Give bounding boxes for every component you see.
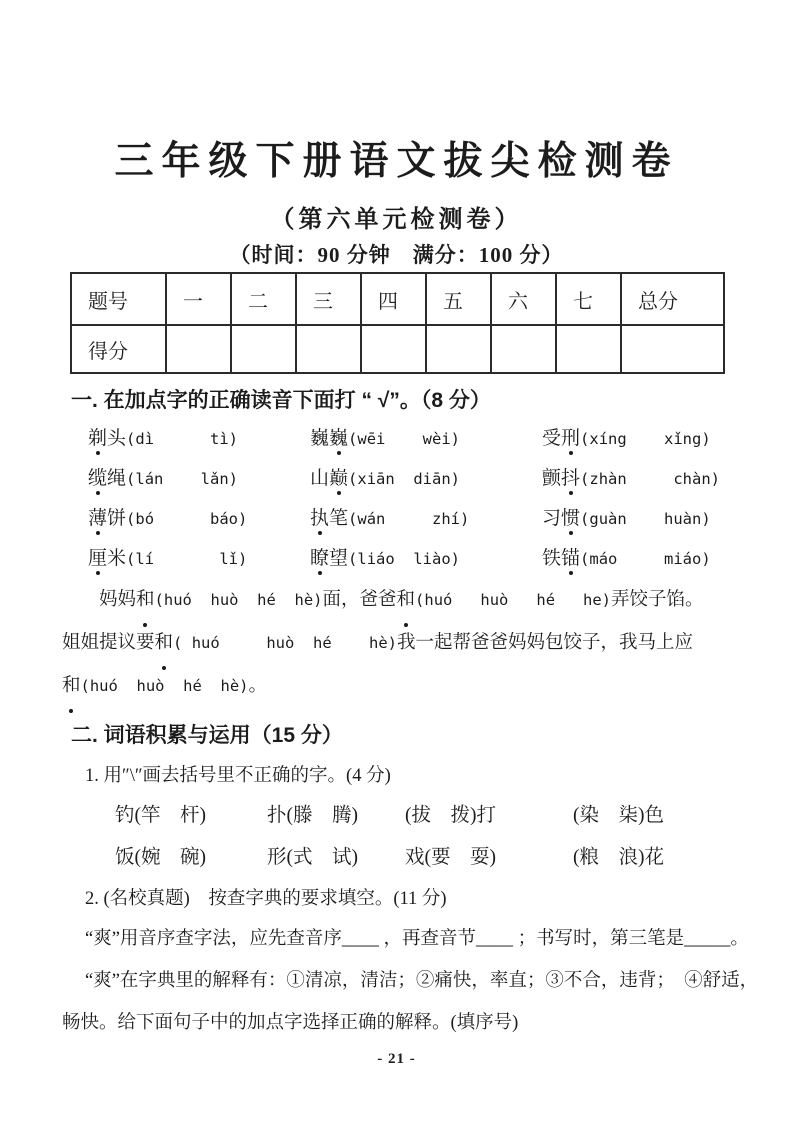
pinyin-options: (bó báo)	[126, 510, 248, 528]
score-table-score-row	[71, 325, 724, 373]
dotted-character: 薄	[88, 503, 107, 530]
target-word	[542, 548, 580, 569]
page-subtitle: （第六单元检测卷）	[270, 206, 523, 233]
character: 望	[329, 548, 349, 569]
text-run: 弄饺子馅。	[611, 590, 704, 610]
character: 铁	[542, 548, 562, 569]
choice-grid	[115, 799, 715, 871]
pinyin-item	[542, 423, 736, 450]
choice-item: 扑(滕 腾)	[267, 805, 358, 826]
score-table-header-row	[71, 273, 724, 325]
target-word	[88, 548, 126, 569]
score-table-header-label: 题号	[71, 273, 166, 325]
pinyin-item	[88, 543, 310, 570]
pinyin-options: (dì tì)	[126, 430, 239, 448]
choice-item: 钓(竿 杆)	[115, 805, 206, 826]
section-one-heading: 一. 在加点字的正确读音下面打 “ √”。（8 分）	[71, 389, 491, 412]
dotted-character: 刑	[561, 423, 580, 450]
target-word	[542, 508, 580, 529]
pinyin-options: ( huó huò hé hè)	[173, 634, 397, 652]
pinyin-options: (xíng xǐng)	[580, 430, 711, 448]
score-table-header-cell: 二	[231, 273, 296, 325]
dictionary-instruction-line: 畅快。给下面句子中的加点字选择正确的解释。(填序号)	[62, 1013, 519, 1033]
score-table-header-cell: 四	[361, 273, 426, 325]
dictionary-definitions-line: “爽”在字典里的解释有：①清凉，清洁；②痛快，率直；③不合，违背； ④舒适，	[85, 971, 759, 991]
pinyin-options: (lán lǎn)	[126, 470, 239, 488]
paragraph-line	[62, 622, 742, 665]
choice-item: (染 柒)色	[573, 805, 664, 826]
score-table-score-cell	[296, 325, 361, 373]
score-table-score-cell	[166, 325, 231, 373]
fill-blank-line: “爽”用音序查字法，应先查音序____ ，再查音节____ ；书写时，第三笔是_____。	[85, 929, 749, 949]
exam-time-score-meta: （时间：90 分钟 满分：100 分）	[229, 243, 564, 267]
target-word	[542, 468, 580, 489]
pinyin-item	[310, 543, 542, 570]
pinyin-options: (xiān diān)	[348, 470, 461, 488]
choice-item: (拔 拨)打	[405, 805, 496, 826]
pinyin-item	[88, 503, 310, 530]
score-table	[70, 272, 725, 374]
pinyin-options: (máo miáo)	[580, 550, 711, 568]
target-word	[310, 468, 348, 489]
he-paragraph	[62, 579, 742, 708]
paragraph-line	[62, 665, 742, 708]
target-word	[542, 428, 580, 449]
choice-item: 饭(婉 碗)	[115, 847, 206, 868]
dotted-character: 和	[136, 579, 155, 622]
target-word	[88, 468, 126, 489]
question-2-text: 2. (名校真题) 按查字典的要求填空。(11 分)	[85, 889, 447, 909]
score-table-score-cell	[426, 325, 491, 373]
character: 习	[542, 508, 562, 529]
pinyin-options: (liáo liào)	[348, 550, 461, 568]
dotted-character: 和	[62, 665, 81, 708]
pinyin-options: (wēi wèi)	[348, 430, 461, 448]
score-table-score-cell	[231, 325, 296, 373]
character: 绳	[107, 468, 127, 489]
text-run: 妈妈	[62, 590, 137, 610]
score-table-score-label: 得分	[71, 325, 166, 373]
score-table-score-cell	[361, 325, 426, 373]
pinyin-item	[310, 503, 542, 530]
choice-item: 形(式 试)	[267, 847, 358, 868]
pinyin-options: (wán zhí)	[348, 510, 470, 528]
score-table-score-cell	[556, 325, 621, 373]
score-table-header-cell: 五	[426, 273, 491, 325]
pinyin-options: (guàn huàn)	[580, 510, 711, 528]
question-1-text: 1. 用″\″画去括号里不正确的字。(4 分)	[85, 766, 391, 786]
character: 头	[107, 428, 127, 449]
target-word	[310, 428, 348, 449]
text-run: 姐姐提议要	[62, 633, 155, 653]
character: 颤	[542, 468, 562, 489]
pinyin-options: (zhàn chàn)	[580, 470, 721, 488]
section-two-heading: 二. 词语积累与运用（15 分）	[71, 724, 343, 747]
text-run: 我一起帮爸爸妈妈包饺子，我马上应	[397, 633, 694, 653]
dotted-character: 惯	[561, 503, 580, 530]
score-table-header-cell: 三	[296, 273, 361, 325]
pinyin-grid	[88, 423, 736, 570]
character: 山	[310, 468, 330, 489]
target-word	[88, 428, 126, 449]
pinyin-options: (huó huò hé hè)	[80, 677, 249, 695]
dotted-character: 和	[155, 622, 174, 665]
text-run: 面，爸爸	[322, 590, 397, 610]
character: 巍	[310, 428, 330, 449]
score-table-score-cell	[491, 325, 556, 373]
dotted-character: 巍	[329, 423, 348, 450]
choice-item: (粮 浪)花	[573, 847, 664, 868]
dotted-character: 缆	[88, 463, 107, 490]
character: 笔	[329, 508, 349, 529]
score-table-header-cell: 六	[491, 273, 556, 325]
pinyin-item	[542, 463, 736, 490]
pinyin-options: (huó huò hé he)	[415, 591, 612, 609]
score-table-header-cell: 七	[556, 273, 621, 325]
pinyin-item	[542, 503, 736, 530]
dotted-character: 锚	[561, 543, 580, 570]
pinyin-item	[88, 463, 310, 490]
pinyin-item	[88, 423, 310, 450]
character: 米	[107, 548, 127, 569]
target-word	[310, 548, 348, 569]
score-table-header-cell: 一	[166, 273, 231, 325]
pinyin-item	[542, 543, 736, 570]
pinyin-item	[310, 423, 542, 450]
character: 饼	[107, 508, 127, 529]
dotted-character: 和	[397, 579, 416, 622]
pinyin-options: (huó huò hé hè)	[154, 591, 323, 609]
choice-item: 戏(要 耍)	[405, 847, 496, 868]
pinyin-item	[310, 463, 542, 490]
paragraph-line	[62, 579, 742, 622]
target-word	[310, 508, 348, 529]
dotted-character: 瞭	[310, 543, 329, 570]
score-table-header-cell: 总分	[621, 273, 724, 325]
dotted-character: 巅	[329, 463, 348, 490]
dotted-character: 厘	[88, 543, 107, 570]
character: 受	[542, 428, 562, 449]
page-number: - 21 -	[377, 1051, 416, 1067]
score-table-score-cell	[621, 325, 724, 373]
dotted-character: 执	[310, 503, 329, 530]
target-word	[88, 508, 126, 529]
page-title: 三年级下册语文拔尖检测卷	[114, 140, 679, 183]
text-run: 。	[248, 676, 268, 696]
pinyin-options: (lí lǐ)	[126, 550, 248, 568]
dotted-character: 剃	[88, 423, 107, 450]
dotted-character: 抖	[561, 463, 580, 490]
